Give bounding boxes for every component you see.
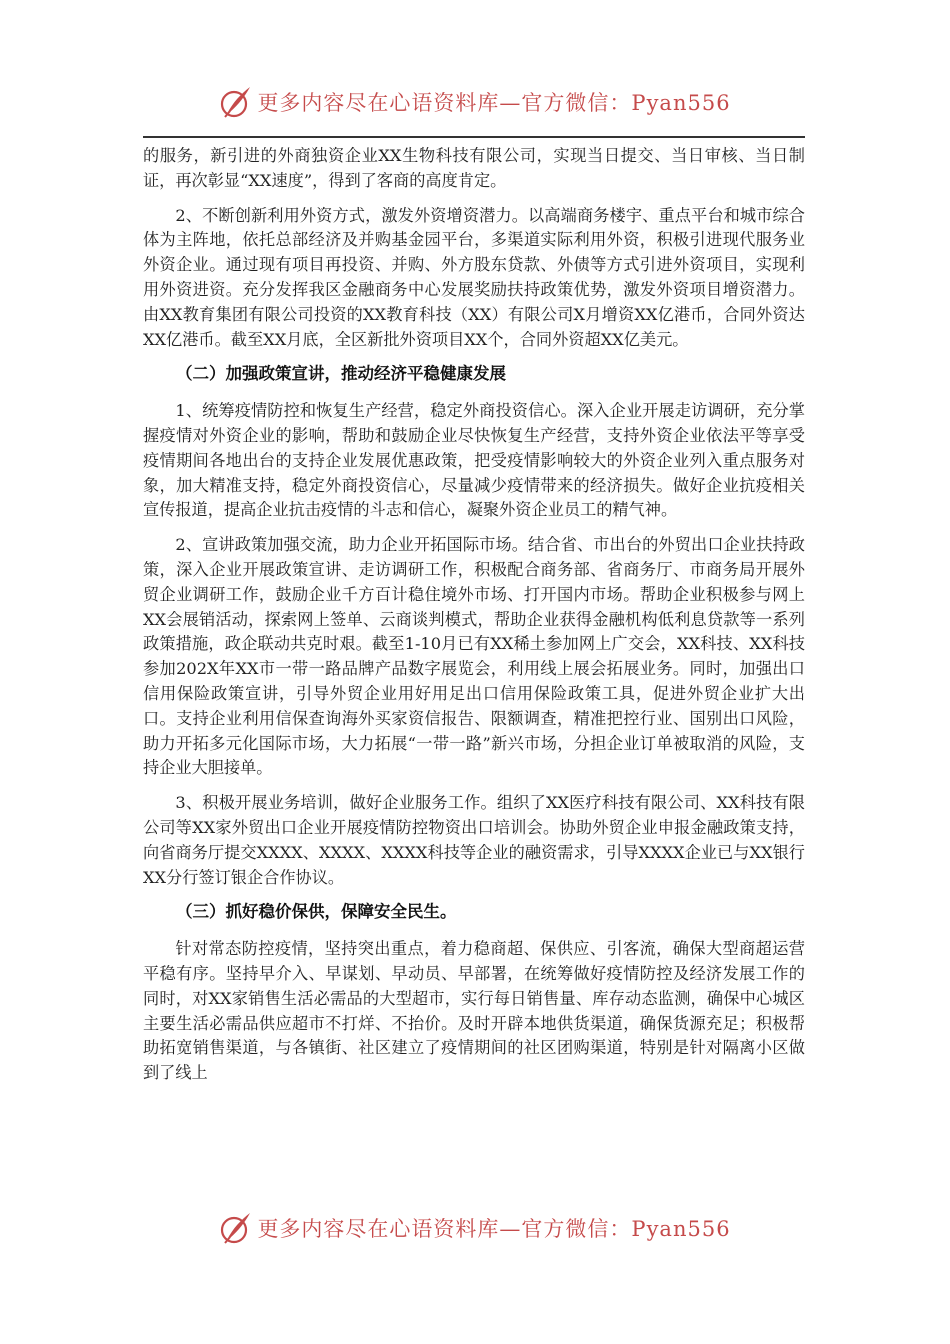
section-heading-policy: （二）加强政策宣讲，推动经济平稳健康发展 [176,364,506,384]
paragraph-foreign-investment-methods: 2、不断创新利用外资方式，激发外资增资潜力。以高端商务楼宇、重点平台和城市综合体为主阵地，依托总部经济及并购基金园平台，多渠道实际利用外资，积极引进现代服务业外资企业。通过现有项目再投资、并购、外方股东贷款、外债等方式引进外资项目，实现利用外资进资。充分发挥我区金融商务中心发展奖励扶持政策优势，激发外资项目增资潜力。由XX教育集团有限公司投资的XX教育科技（XX）有限公司X月增资XX亿港币，合同外资达XX亿港币。截至XX月底，全区新批外资项目XX个，合同外资超XX亿美元。 [143,205,805,349]
paragraph-continued: 的服务，新引进的外商独资企业XX生物科技有限公司，实现当日提交、当日审核、当日制证，再次彰显“XX速度”，得到了客商的高度肯定。 [143,146,805,190]
section-heading-price-stability: （三）抓好稳价保供，保障安全民生。 [176,902,457,922]
paragraph-epidemic-control: 1、统筹疫情防控和恢复生产经营，稳定外商投资信心。深入企业开展走访调研，充分掌握疫情对外资企业的影响，帮助和鼓励企业尽快恢复生产经营，支持外资企业依法平等享受疫情期间各地出台的支持企业发展优惠政策，把受疫情影响较大的外资企业列入重点服务对象，加大精准支持，稳定外商投资信心，尽量减少疫情带来的经济损失。做好企业抗疫相关宣传报道，提高企业抗击疫情的斗志和信心，凝聚外资企业员工的精气神。 [143,401,805,520]
document-body [143,144,805,1096]
paragraph-supply-assurance: 针对常态防控疫情，坚持突出重点，着力稳商超、保供应、引客流，确保大型商超运营平稳有序。坚持早介入、早谋划、早动员、早部署，在统筹做好疫情防控及经济发展工作的同时，对XX家销售生活必需品的大型超市，实行每日销售量、库存动态监测，确保中心城区主要生活必需品供应超市不打烊、不抬价。及时开辟本地供货渠道，确保货源充足；积极帮助拓宽销售渠道，与各镇街、社区建立了疫情期间的社区团购渠道，特别是针对隔离小区做到了线上 [143,939,805,1083]
footer-banner [0,1206,950,1250]
paragraph-business-training: 3、积极开展业务培训，做好企业服务工作。组织了XX医疗科技有限公司、XX科技有限公司等XX家外贸出口企业开展疫情防控物资出口培训会。协助外贸企业申报金融政策支持，向省商务厅提交XXXX、XXXX、XXXX科技等企业的融资需求，引导XXXX企业已与XX银行XX分行签订银企合作协议。 [143,793,805,887]
header-banner [0,80,950,124]
header-banner-text: 更多内容尽在心语资料库—官方微信：Pyan556 [257,91,731,115]
footer-banner-text: 更多内容尽在心语资料库—官方微信：Pyan556 [257,1217,731,1241]
quill-logo-icon [219,1210,253,1246]
header-divider [143,136,805,138]
paragraph-policy-exchange: 2、宣讲政策加强交流，助力企业开拓国际市场。结合省、市出台的外贸出口企业扶持政策，深入企业开展政策宣讲、走访调研工作，积极配合商务部、省商务厅、市商务局开展外贸企业调研工作，鼓励企业千方百计稳住境外市场、打开国内市场。帮助企业积极参与网上XX会展销活动，探索网上签单、云商谈判模式，帮助企业获得金融机构低利息贷款等一系列政策措施，政企联动共克时艰。截至1-10月已有XX稀土参加网上广交会，XX科技、XX科技参加202X年XX市一带一路品牌产品数字展览会，利用线上展会拓展业务。同时，加强出口信用保险政策宣讲，引导外贸企业用好用足出口信用保险政策工具，促进外贸企业扩大出口。支持企业利用信保查询海外买家资信报告、限额调查，精准把控行业、国别出口风险，助力开拓多元化国际市场，大力拓展“一带一路”新兴市场，分担企业订单被取消的风险，支持企业大胆接单。 [143,535,805,778]
quill-logo-icon [219,84,253,120]
